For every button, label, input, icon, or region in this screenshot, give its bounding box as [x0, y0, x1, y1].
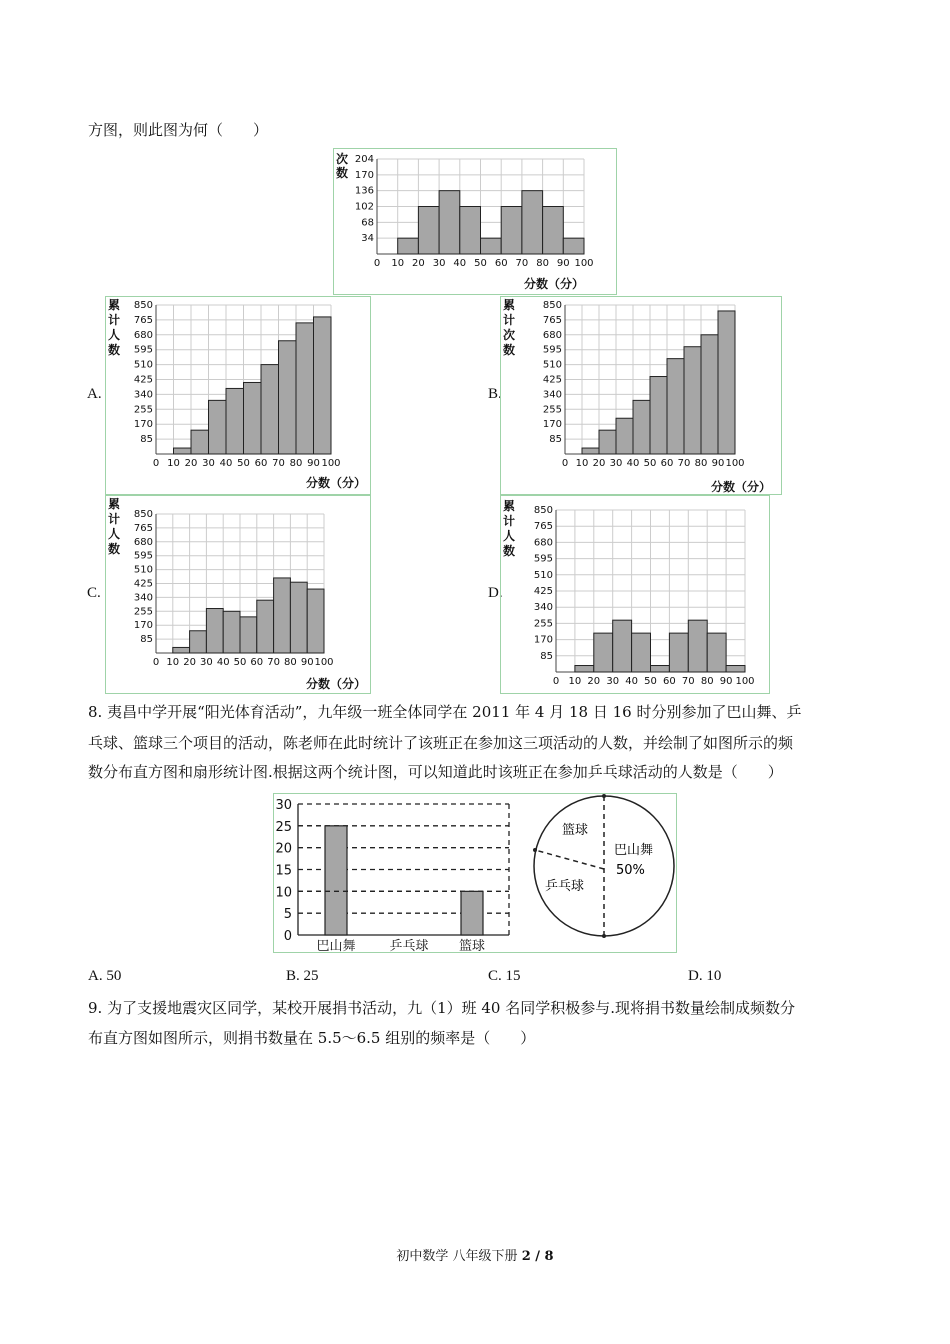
y-tick-label: 850 — [133, 300, 153, 311]
x-tick-label: 80 — [284, 657, 297, 668]
histogram-bar — [191, 430, 209, 454]
histogram-bar — [418, 207, 439, 255]
y-tick-label: 425 — [133, 374, 153, 386]
option-b-chart — [500, 296, 782, 495]
y-tick-label: 595 — [133, 550, 153, 562]
x-tick-label: 100 — [725, 458, 745, 469]
y-axis-title-char: 累 — [108, 298, 121, 312]
y-axis-title-char: 人 — [503, 529, 516, 543]
y-axis-title-char: 计 — [503, 313, 516, 327]
histogram-bar — [501, 207, 522, 255]
y-tick-label: 255 — [133, 606, 153, 618]
q8-answer-a: A. 50 — [88, 968, 122, 984]
x-tick-label: 90 — [556, 258, 570, 269]
y-axis-title-char: 数 — [336, 166, 349, 180]
x-tick-label: 20 — [592, 458, 606, 469]
y-tick-label: 510 — [542, 359, 562, 371]
x-tick-label: 10 — [167, 458, 180, 469]
x-tick-label: 90 — [719, 676, 733, 687]
y-tick-label: 425 — [133, 578, 153, 590]
q8-answer-b: B. 25 — [286, 968, 319, 984]
option-a-chart — [105, 296, 371, 495]
q8-y-tick-label: 0 — [283, 929, 292, 944]
pie-label-bashan-pct: 50% — [616, 863, 645, 878]
y-tick-label: 765 — [133, 522, 153, 534]
y-axis-title-char: 计 — [108, 313, 121, 327]
x-tick-label: 70 — [681, 676, 695, 687]
y-tick-label: 510 — [533, 569, 553, 581]
histogram-bar — [599, 430, 616, 454]
y-tick-label: 425 — [542, 374, 562, 386]
histogram-bar — [290, 582, 307, 653]
x-tick-label: 60 — [660, 458, 674, 469]
q8-y-tick-label: 25 — [275, 819, 292, 835]
y-tick-label: 102 — [354, 201, 374, 213]
histogram-bar — [261, 365, 279, 454]
y-tick-label: 340 — [542, 389, 562, 401]
x-tick-label: 40 — [216, 657, 230, 668]
q8-y-tick-label: 5 — [283, 907, 292, 923]
x-tick-label: 20 — [183, 657, 196, 668]
y-tick-label: 595 — [533, 553, 553, 565]
y-tick-label: 340 — [133, 592, 153, 604]
histogram-bar — [575, 666, 594, 672]
y-tick-label: 170 — [354, 169, 374, 181]
y-tick-label: 765 — [533, 521, 553, 533]
y-tick-label: 170 — [533, 634, 553, 646]
y-tick-label: 34 — [361, 233, 374, 245]
x-tick-label: 70 — [272, 458, 285, 469]
histogram-bar — [613, 620, 632, 672]
x-tick-label: 60 — [250, 657, 264, 668]
q7-tail-text: 方图，则此图为何（ ） — [88, 121, 269, 139]
q8-pie-chart — [533, 794, 674, 938]
x-tick-label: 60 — [254, 458, 268, 469]
q8-figure — [273, 793, 677, 953]
q8-line-2: 乓球、篮球三个项目的活动，陈老师在此时统计了该班正在参加这三项活动的人数，并绘制了如图所示的频 — [88, 734, 794, 752]
histogram-bar — [688, 620, 707, 672]
x-tick-label: 90 — [300, 657, 314, 668]
histogram-bar — [173, 647, 190, 653]
x-tick-label: 70 — [677, 458, 691, 469]
y-tick-label: 595 — [542, 344, 562, 356]
x-tick-label: 100 — [314, 657, 334, 668]
y-tick-label: 340 — [133, 389, 153, 401]
histogram-bar — [279, 341, 297, 454]
histogram-bar — [563, 238, 584, 254]
x-tick-label: 0 — [373, 258, 381, 269]
y-tick-label: 85 — [549, 434, 562, 446]
histogram-bar — [439, 191, 460, 254]
y-tick-label: 170 — [133, 419, 153, 431]
x-axis-title: 分数（分） — [710, 480, 772, 494]
y-tick-label: 170 — [542, 419, 562, 431]
x-axis-title: 分数（分） — [305, 677, 367, 691]
histogram-bar — [650, 377, 667, 454]
y-tick-label: 510 — [133, 564, 153, 576]
option-c-chart — [105, 495, 371, 694]
x-tick-label: 0 — [561, 458, 569, 469]
histogram-bar — [667, 359, 684, 454]
y-axis-title-char: 计 — [108, 512, 121, 526]
histogram-bar — [257, 600, 274, 653]
histogram-bar — [296, 323, 314, 454]
q8-y-tick-label: 30 — [275, 798, 292, 813]
x-tick-label: 100 — [574, 258, 594, 269]
x-tick-label: 0 — [152, 657, 160, 668]
x-tick-label: 20 — [184, 458, 198, 469]
histogram-bar — [522, 191, 543, 254]
y-tick-label: 595 — [133, 344, 153, 356]
histogram-bar — [398, 238, 419, 254]
histogram-bar — [209, 400, 227, 454]
histogram-bar — [582, 448, 599, 454]
histogram-bar — [223, 611, 240, 653]
histogram-bar — [616, 418, 633, 454]
q8-y-tick-label: 10 — [275, 885, 292, 901]
q8-bar — [325, 826, 347, 935]
x-tick-label: 40 — [625, 676, 638, 687]
q8-line-1: 8. 夷昌中学开展“阳光体育活动”，九年级一班全体同学在 2011 年 4 月 18 日 16 时分别参加了巴山舞、乒 — [88, 703, 802, 721]
option-b-label: B. — [488, 386, 502, 402]
histogram-bar — [632, 633, 651, 672]
histogram-bar — [684, 347, 701, 454]
q8-bar — [461, 891, 483, 935]
x-tick-label: 10 — [166, 657, 180, 668]
x-tick-label: 40 — [453, 258, 467, 269]
x-tick-label: 90 — [307, 458, 320, 469]
histogram-bar — [718, 311, 735, 454]
option-c-label: C. — [87, 585, 101, 601]
x-tick-label: 0 — [552, 676, 560, 687]
histogram-bar — [726, 666, 745, 672]
histogram-bar — [314, 317, 332, 454]
y-tick-label: 680 — [542, 329, 562, 341]
x-tick-label: 80 — [289, 458, 303, 469]
x-tick-label: 50 — [237, 458, 250, 469]
y-tick-label: 850 — [542, 300, 562, 311]
x-tick-label: 60 — [494, 258, 508, 269]
y-tick-label: 68 — [361, 217, 374, 229]
x-tick-label: 10 — [391, 258, 405, 269]
q8-x-tick-label: 篮球 — [458, 939, 486, 952]
y-axis-title-char: 数 — [108, 343, 121, 357]
option-d-label: D. — [488, 585, 503, 601]
y-tick-label: 255 — [533, 618, 553, 630]
y-tick-label: 255 — [133, 404, 153, 416]
x-tick-label: 100 — [735, 676, 755, 687]
y-tick-label: 425 — [533, 586, 553, 597]
x-tick-label: 50 — [643, 458, 657, 469]
y-tick-label: 765 — [542, 314, 562, 326]
y-axis-title-char: 次 — [336, 152, 349, 166]
histogram-bar — [274, 578, 291, 653]
pie-divider-slant — [535, 850, 604, 869]
q8-y-tick-label: 20 — [275, 841, 292, 857]
histogram-bar — [651, 666, 670, 672]
histogram-bar — [174, 448, 192, 454]
y-axis-title-char: 数 — [108, 542, 121, 556]
y-tick-label: 680 — [533, 537, 553, 549]
y-tick-label: 680 — [133, 536, 153, 548]
histogram-bar — [244, 382, 262, 454]
histogram-bar — [594, 633, 613, 672]
x-tick-label: 10 — [568, 676, 582, 687]
x-tick-label: 30 — [609, 458, 623, 469]
y-axis-title-char: 计 — [503, 514, 516, 528]
x-tick-label: 90 — [711, 458, 725, 469]
q8-line-3: 数分布直方图和扇形统计图.根据这两个统计图，可以知道此时该班正在参加乒乓球活动的人数是（ ） — [88, 763, 783, 781]
histogram-bar — [226, 388, 244, 454]
q9-line-1: 9. 为了支援地震灾区同学，某校开展捐书活动，九（1）班 40 名同学积极参与.现将捐书数量绘制成频数分 — [88, 999, 796, 1017]
x-tick-label: 60 — [663, 676, 676, 687]
x-tick-label: 80 — [694, 458, 708, 469]
option-a-label: A. — [87, 386, 102, 402]
q8-x-tick-label: 巴山舞 — [316, 939, 356, 952]
x-tick-label: 100 — [321, 458, 341, 469]
x-tick-label: 70 — [515, 258, 529, 269]
y-axis-title-char: 人 — [108, 328, 121, 342]
histogram-bar — [206, 609, 223, 653]
y-tick-label: 136 — [354, 185, 374, 197]
y-tick-label: 255 — [542, 404, 562, 416]
q8-bar-chart — [275, 798, 509, 952]
x-tick-label: 40 — [626, 458, 640, 469]
histogram-bar — [633, 400, 650, 454]
x-tick-label: 50 — [233, 657, 247, 668]
y-axis-title-char: 累 — [503, 499, 516, 513]
x-tick-label: 30 — [432, 258, 446, 269]
y-tick-label: 765 — [133, 314, 153, 326]
x-tick-label: 80 — [700, 676, 714, 687]
y-tick-label: 170 — [133, 620, 153, 632]
q8-answer-c: C. 15 — [488, 968, 521, 984]
x-axis-title: 分数（分） — [523, 277, 585, 291]
x-tick-label: 40 — [219, 458, 233, 469]
histogram-bar — [460, 207, 481, 255]
histogram-bar — [543, 207, 564, 255]
x-tick-label: 70 — [267, 657, 280, 668]
x-tick-label: 50 — [644, 676, 657, 687]
option-d-chart — [500, 495, 770, 694]
q8-y-tick-label: 15 — [275, 863, 292, 879]
x-axis-title: 分数（分） — [305, 476, 367, 490]
q9-line-2: 布直方图如图所示，则捐书数量在 5.5～6.5 组别的频率是（ ） — [88, 1029, 536, 1047]
y-tick-label: 85 — [140, 434, 153, 446]
x-tick-label: 30 — [200, 657, 213, 668]
y-axis-title-char: 次 — [503, 328, 516, 342]
q7-reference-chart — [333, 148, 617, 295]
y-tick-label: 340 — [533, 602, 553, 614]
footer-page-number: 2 / 8 — [521, 1249, 554, 1264]
y-tick-label: 204 — [354, 154, 374, 165]
y-tick-label: 510 — [133, 359, 153, 371]
x-tick-label: 80 — [536, 258, 549, 269]
x-tick-label: 20 — [587, 676, 601, 687]
q8-x-tick-label: 乒乓球 — [389, 939, 429, 952]
y-axis-title-char: 人 — [108, 527, 121, 541]
x-tick-label: 50 — [474, 258, 487, 269]
x-tick-label: 20 — [412, 258, 425, 269]
y-tick-label: 850 — [533, 505, 553, 516]
x-tick-label: 30 — [202, 458, 215, 469]
page-footer — [0, 1245, 950, 1264]
pie-label-basketball: 篮球 — [562, 823, 589, 838]
pie-label-pingpong: 乒乓球 — [545, 879, 585, 894]
histogram-bar — [707, 633, 726, 672]
x-tick-label: 0 — [152, 458, 160, 469]
y-tick-label: 850 — [133, 509, 153, 520]
y-axis-title-char: 累 — [503, 298, 516, 312]
y-tick-label: 85 — [540, 650, 553, 662]
histogram-bar — [701, 335, 718, 454]
footer-text: 初中数学 八年级下册 — [396, 1249, 522, 1264]
y-tick-label: 680 — [133, 329, 153, 341]
x-tick-label: 10 — [575, 458, 589, 469]
histogram-bar — [307, 589, 324, 653]
y-axis-title-char: 累 — [108, 497, 121, 511]
q8-answer-d: D. 10 — [688, 968, 722, 984]
x-tick-label: 30 — [606, 676, 620, 687]
histogram-bar — [190, 631, 207, 653]
y-tick-label: 85 — [140, 634, 153, 646]
histogram-bar — [481, 238, 502, 254]
y-axis-title-char: 数 — [503, 544, 516, 558]
pie-label-bashan: 巴山舞 — [614, 843, 654, 858]
y-axis-title-char: 数 — [503, 343, 516, 357]
histogram-bar — [669, 633, 688, 672]
histogram-bar — [240, 617, 257, 653]
